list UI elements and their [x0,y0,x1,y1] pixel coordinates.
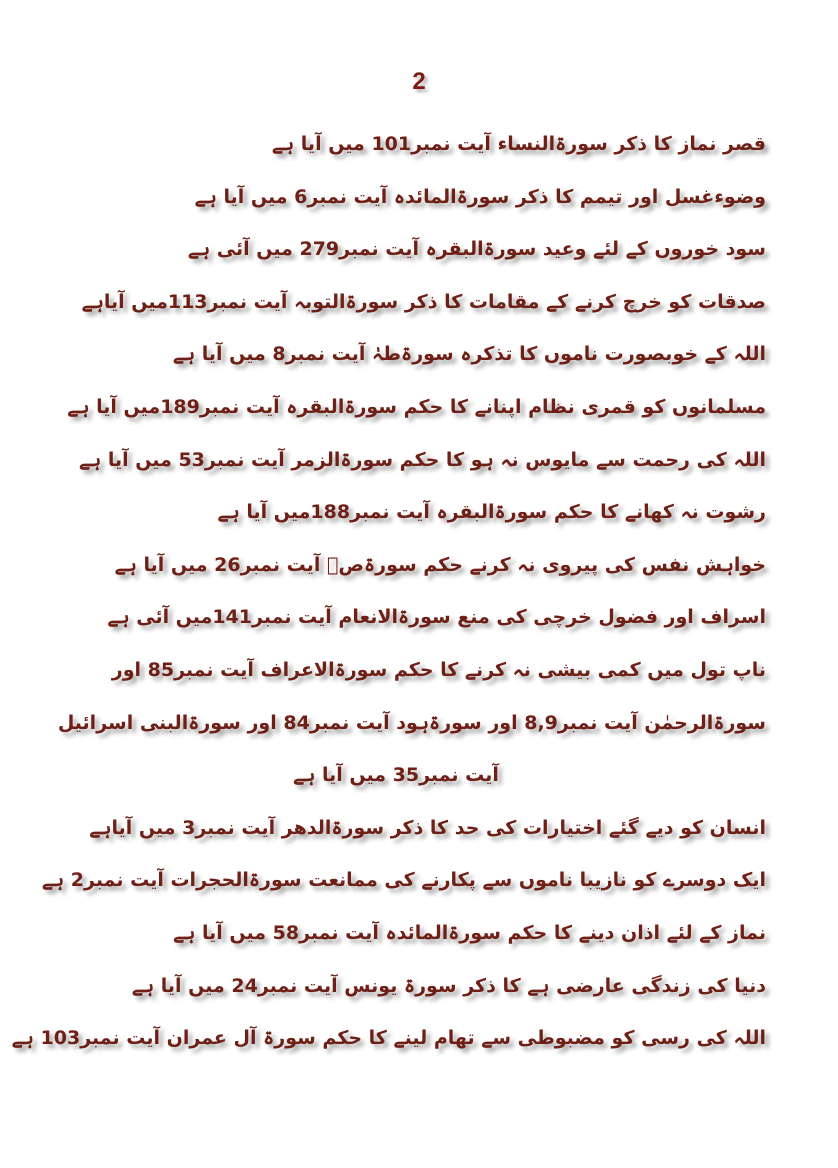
text-line-14: انسان کو دیے گئے اختیارات کی حد کا ذکر سورۃالدھر آیت نمبر3 میں آیاہے [89,816,766,839]
text-line-2: وضوءغسل اور تیمم کا ذکر سورۃالمائدہ آیت نمبر6 میں آیا ہے [194,185,766,208]
text-line-10: اسراف اور فضول خرچی کی منع سورۃالانعام آیت نمبر141میں آئی ہے [107,606,766,629]
text-line-13: آیت نمبر35 میں آیا ہے [293,764,499,787]
text-line-9: خواہش نفس کی پیروی نہ کرنے حکم سورۃصؔ آیت نمبر26 میں آیا ہے [114,553,766,576]
text-line-3: سود خوروں کے لئے وعید سورۃالبقرہ آیت نمبر279 میں آئی ہے [187,238,766,261]
text-line-17: دنیا کی زندگی عارضی ہے کا ذکر سورۃ یونس آیت نمبر24 میں آیا ہے [131,974,766,997]
text-line-15: ایک دوسرے کو نازیبا ناموں سے پکارنے کی ممانعت سورۃالحجرات آیت نمبر2 ہے [41,869,766,892]
text-line-18: اللہ کی رسی کو مضبوطی سے تھام لینے کا حکم سورۃ آل عمران آیت نمبر103 ہے [11,1027,766,1050]
text-line-5: اللہ کے خوبصورت ناموں کا تذکرہ سورۃطہٰ آیت نمبر8 میں آیا ہے [172,343,766,366]
text-line-8: رشوت نہ کھانے کا حکم سورۃالبقرہ آیت نمبر188میں آیا ہے [217,501,766,524]
text-line-12: سورۃالرحمٰن آیت نمبر8,9 اور سورۃہود آیت نمبر84 اور سورۃالبنی اسرائیل [57,711,766,734]
text-line-16: نماز کے لئے اذان دینے کا حکم سورۃالمائدہ آیت نمبر58 میں آیا ہے [173,921,766,944]
text-line-7: اللہ کی رحمت سے مایوس نہ ہو کا حکم سورۃالزمر آیت نمبر53 میں آیا ہے [78,448,766,471]
text-line-4: صدقات کو خرچ کرنے کے مقامات کا ذکر سورۃالتوبہ آیت نمبر113میں آیاہے [81,290,766,313]
text-body [11,118,766,1065]
text-line-6: مسلمانوں کو قمری نظام اپنانے کا حکم سورۃالبقرہ آیت نمبر189میں آیا ہے [67,395,766,418]
page-number: 2 [412,68,426,95]
text-line-11: ناپ تول میں کمی بیشی نہ کرنے کا حکم سورۃالاعراف آیت نمبر85 اور [111,658,766,681]
text-line-1: قصر نماز کا ذکر سورۃالنساء آیت نمبر101 میں آیا ہے [271,133,766,155]
